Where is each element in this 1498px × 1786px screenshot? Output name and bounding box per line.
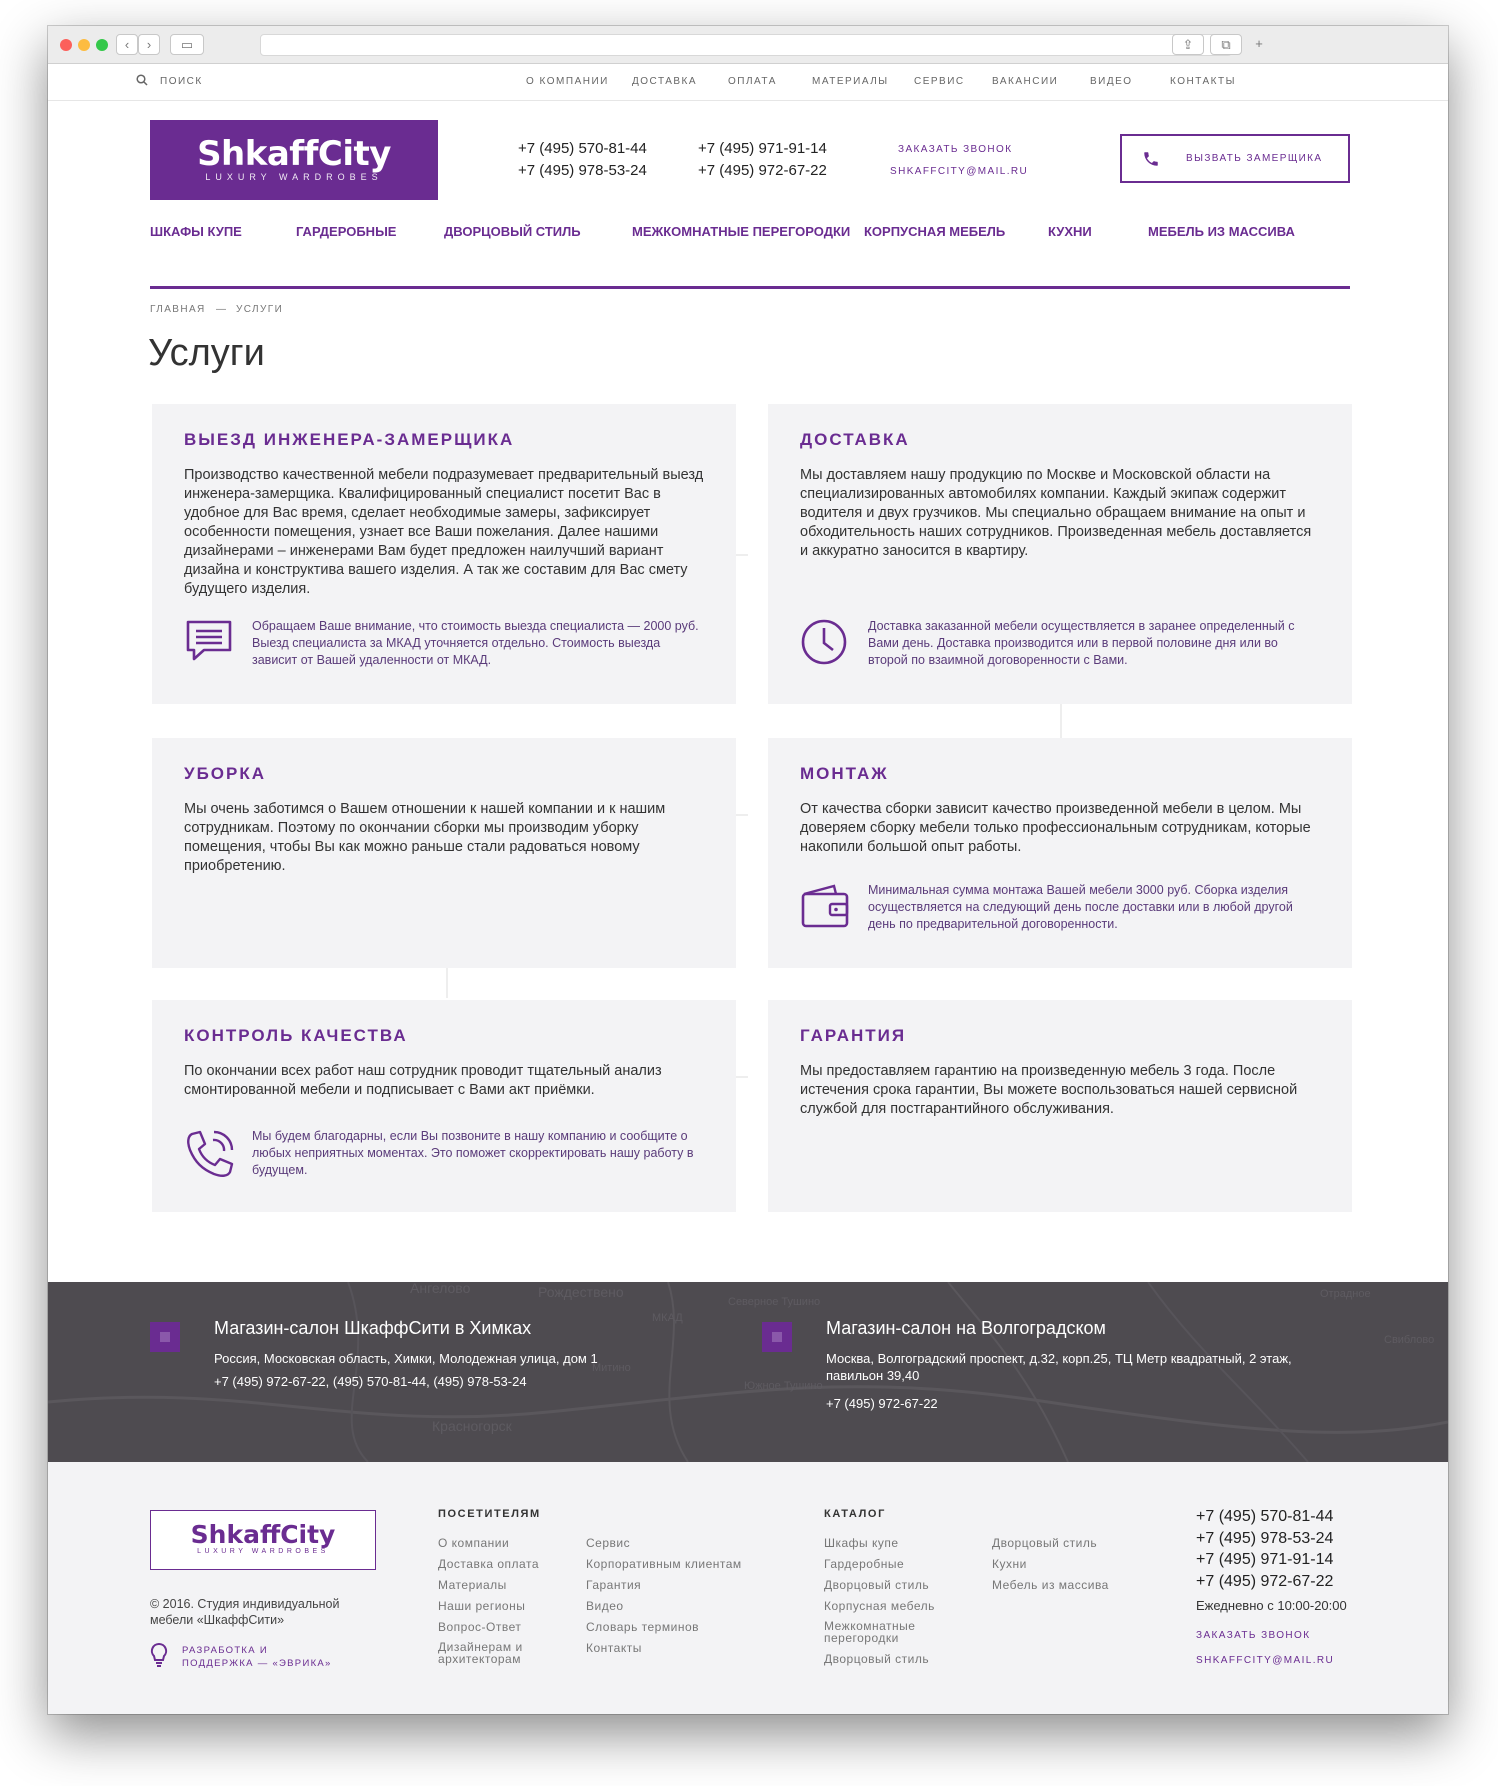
nav-item-partitions[interactable]: МЕЖКОМНАТНЫЕ ПЕРЕГОРОДКИ [632,224,851,239]
new-tab-icon[interactable]: + [1255,36,1263,51]
header-phone-3[interactable]: +7 (495) 971-91-14 [698,140,827,157]
copyright: © 2016. Студия индивидуальной мебели «ШкаффСити» [150,1597,340,1627]
service-note [800,882,1320,933]
tabs-overview-icon[interactable]: ⧉ [1210,34,1242,55]
service-title: КОНТРОЛЬ КАЧЕСТВА [184,1026,408,1045]
footer-logo-name: ShkaffCity [190,1520,336,1549]
minimize-window-button[interactable] [78,39,90,51]
footer-phone-2[interactable]: +7 (495) 978-53-24 [1196,1530,1334,1547]
connector-line [446,964,448,998]
nav-item-wardrobes[interactable]: ШКАФЫ КУПЕ [150,224,242,239]
service-text: Мы очень заботимся о Вашем отношении к нашей компании и к нашим сотрудникам. Поэтому по окончании сборки мы производим уборку помещения, чтобы Вы как можно раньше стали радоваться новому приобретению. [184,801,666,874]
store-address: Россия, Московская область, Химки, Молодежная улица, дом 1 [214,1351,598,1366]
lightbulb-icon [150,1642,168,1668]
footer-heading-catalog: КАТАЛОГ [824,1508,886,1520]
store-phones[interactable]: +7 (495) 972-67-22 [826,1396,938,1411]
footer-phone-4[interactable]: +7 (495) 972-67-22 [1196,1573,1334,1590]
store-title: Магазин-салон на Волгоградском [826,1318,1106,1338]
footer-link[interactable]: Контакты [586,1641,642,1655]
maximize-window-button[interactable] [96,39,108,51]
footer-link[interactable]: Кухни [992,1557,1027,1571]
service-note-text: Мы будем благодарны, если Вы позвоните в нашу компанию и сообщите о любых неприятных моментах. Это поможет скорректировать нашу работу в будущем. [252,1129,694,1177]
nav-item-dressing-rooms[interactable]: ГАРДЕРОБНЫЕ [296,224,397,239]
service-card-delivery [768,404,1352,704]
footer-link[interactable]: Сервис [586,1536,631,1550]
logo-tagline: LUXURY WARDROBES [205,172,383,182]
footer [48,1462,1448,1714]
close-window-button[interactable] [60,39,72,51]
footer-link[interactable]: Гарантия [586,1578,642,1592]
footer-phone-1[interactable]: +7 (495) 570-81-44 [1196,1508,1334,1525]
topnav-link-delivery[interactable]: ДОСТАВКА [632,76,698,87]
share-icon[interactable]: ⇪ [1172,34,1204,55]
service-title: ГАРАНТИЯ [800,1026,907,1045]
wallet-icon [800,882,852,930]
footer-heading-visitors: ПОСЕТИТЕЛЯМ [438,1508,541,1520]
page-title: Услуги [148,332,265,374]
call-measurer-button[interactable] [1120,134,1350,183]
map-label: Митино [592,1362,631,1374]
service-text: Мы предоставляем гарантию на произведенную мебель 3 года. После истечения срока гарантии, Вы можете воспользоваться нашей сервисной службой для постгарантийного обслуживания. [800,1063,1298,1117]
header-phone-2[interactable]: +7 (495) 978-53-24 [518,162,647,179]
map-pin-icon[interactable] [762,1322,792,1352]
logo-name: ShkaffCity [197,134,391,174]
service-note [184,618,704,669]
service-title: ДОСТАВКА [800,430,910,449]
breadcrumb-home[interactable]: ГЛАВНАЯ [150,304,206,315]
store-title: Магазин-салон ШкаффСити в Химках [214,1318,532,1338]
service-title: ВЫЕЗД ИНЖЕНЕРА-ЗАМЕРЩИКА [184,430,515,449]
footer-link[interactable]: Видео [586,1599,624,1613]
working-hours: Ежедневно с 10:00-20:00 [1196,1598,1347,1613]
browser-window [48,26,1448,1714]
clock-icon [800,618,852,670]
footer-phone-3[interactable]: +7 (495) 971-91-14 [1196,1551,1334,1568]
service-card-quality [152,1000,736,1212]
call-measurer-label: ВЫЗВАТЬ ЗАМЕРЩИКА [1186,153,1323,164]
search-icon[interactable] [136,74,148,86]
map-label: МКАД [652,1312,683,1324]
callback-link[interactable]: ЗАКАЗАТЬ ЗВОНОК [898,144,1013,155]
footer-link[interactable]: Дворцовый стиль [824,1652,930,1666]
map-label: Свиблово [1384,1334,1435,1346]
map-label: Отрадное [1320,1288,1371,1300]
topnav-link-service[interactable]: СЕРВИС [914,76,965,87]
footer-link[interactable]: Доставка оплата [438,1557,539,1571]
browser-toolbar [48,26,1448,64]
footer-link[interactable]: Мебель из массива [992,1578,1109,1592]
topnav-link-contacts[interactable]: КОНТАКТЫ [1170,76,1236,87]
footer-link[interactable]: О компании [438,1536,510,1550]
map-label: Южное Тушино [744,1380,823,1392]
service-note-text: Обращаем Ваше внимание, что стоимость выезда специалиста — 2000 руб. Выезд специалиста за МКАД уточняется отдельно. Стоимость выезда зависит от Вашей удаленности от МКАД. [252,619,699,667]
footer-link[interactable]: Вопрос-Ответ [438,1620,522,1634]
footer-link[interactable]: Дворцовый стиль [824,1578,930,1592]
email-link[interactable]: SHKAFFCITY@MAIL.RU [890,166,1029,177]
footer-link[interactable]: Межкомнатные перегородки [824,1619,916,1645]
footer-link[interactable]: Дизайнерам и архитекторам [438,1640,523,1666]
service-text: Мы доставляем нашу продукцию по Москве и Московской области на специализированных автомобилях компании. Каждый экипаж содержит водителя и двух грузчиков. Мы специально обращаем внимание на опыт и обходительность наших сотрудников. Произведенная мебель доставляется и аккуратно заносится в квартиру. [800,467,1312,559]
developer-link[interactable]: РАЗРАБОТКА И ПОДДЕРЖКА — «ЭВРИКА» [182,1645,332,1669]
footer-link[interactable]: Шкафы купе [824,1536,899,1550]
header-phone-4[interactable]: +7 (495) 972-67-22 [698,162,827,179]
divider [48,100,1448,101]
search-link[interactable]: ПОИСК [160,76,203,87]
chat-icon [184,618,236,664]
service-card-warranty [768,1000,1352,1212]
store-phones[interactable]: +7 (495) 972-67-22, (495) 570-81-44, (495) 978-53-24 [214,1374,527,1389]
breadcrumb-separator: — [216,304,228,315]
map-pin-icon[interactable] [150,1322,180,1352]
address-bar[interactable] [260,34,1232,56]
service-text: По окончании всех работ наш сотрудник проводит тщательный анализ смонтированной мебели и подписывает с Вами акт приёмки. [184,1063,662,1098]
topnav-link-video[interactable]: ВИДЕО [1090,76,1133,87]
footer-logo[interactable] [150,1510,376,1570]
service-note-text: Доставка заказанной мебели осуществляется в заранее определенный с Вами день. Доставка производится или в первой половине дня или во второй по взаимной договоренности с Вами. [868,619,1295,667]
nav-underline [150,286,1350,289]
map-label: Ангелово [410,1282,471,1296]
topnav-link-vacancies[interactable]: ВАКАНСИИ [992,76,1059,87]
connector-line [1060,704,1062,738]
service-card-cleaning [152,738,736,968]
service-title: МОНТАЖ [800,764,889,783]
topnav-link-payment[interactable]: ОПЛАТА [728,76,777,87]
nav-item-solid-wood[interactable]: МЕБЕЛЬ ИЗ МАССИВА [1148,224,1295,239]
topnav-link-about[interactable]: О КОМПАНИИ [526,76,609,87]
service-title: УБОРКА [184,764,267,783]
sidebar-toggle-icon[interactable]: ▭ [170,34,204,55]
footer-link[interactable]: Дворцовый стиль [992,1536,1098,1550]
footer-link[interactable]: Материалы [438,1578,507,1592]
footer-link[interactable]: Словарь терминов [586,1620,699,1634]
service-text: Производство качественной мебели подразумевает предварительный выезд инженера-замерщика. Квалифицированный специалист посетит Вас в удобное для Вас время, сделает необходимые замеры, зафиксирует особенности помещения, узнает все Ваши пожелания. Далее нашими дизайнерами – инженерами Вам будет предложен наилучший вариант дизайна и конструктива вашего изделия. А так же составим для Вас смету будущего изделия. [184,467,704,597]
footer-logo-tagline: LUXURY WARDROBES [197,1548,329,1555]
footer-link[interactable]: Корпоративным клиентам [586,1557,742,1571]
map-label: Рождествено [538,1284,624,1300]
footer-link[interactable]: Гардеробные [824,1557,905,1571]
store-address: Москва, Волгоградский проспект, д.32, корп.25, ТЦ Метр квадратный, 2 этаж, павильон 39,40 [826,1351,1292,1383]
phone-call-icon [184,1128,236,1180]
service-note [800,618,1320,670]
nav-item-kitchens[interactable]: КУХНИ [1048,224,1092,239]
header-phone-1[interactable]: +7 (495) 570-81-44 [518,140,647,157]
topnav-link-materials[interactable]: МАТЕРИАЛЫ [812,76,889,87]
footer-email-link[interactable]: SHKAFFCITY@MAIL.RU [1196,1655,1335,1666]
forward-arrow-icon[interactable]: › [138,34,160,55]
service-card-engineer [152,404,736,704]
footer-link[interactable]: Корпусная мебель [824,1599,935,1613]
back-arrow-icon[interactable]: ‹ [116,34,138,55]
map-label: Северное Тушино [728,1296,821,1308]
map-label: Красногорск [432,1418,512,1434]
stores-map-band [48,1282,1448,1462]
service-card-installation [768,738,1352,968]
phone-icon [1142,150,1160,168]
nav-item-palace-style[interactable]: ДВОРЦОВЫЙ СТИЛЬ [444,224,581,239]
service-note [184,1128,704,1180]
footer-link[interactable]: Наши регионы [438,1599,526,1613]
service-text: От качества сборки зависит качество произведенной мебели в целом. Мы доверяем сборку мебели только профессиональным сотрудникам, которые накопили большой опыт работы. [800,801,1311,855]
page [48,64,1448,1714]
breadcrumb-current: УСЛУГИ [236,304,284,315]
service-note-text: Минимальная сумма монтажа Вашей мебели 3000 руб. Сборка изделия осуществляется на следующий день после доставки или в любой другой день по предварительной договоренности. [868,883,1293,931]
footer-callback-link[interactable]: ЗАКАЗАТЬ ЗВОНОК [1196,1630,1311,1641]
logo[interactable] [150,120,438,200]
nav-item-cabinet-furniture[interactable]: КОРПУСНАЯ МЕБЕЛЬ [864,224,1006,239]
